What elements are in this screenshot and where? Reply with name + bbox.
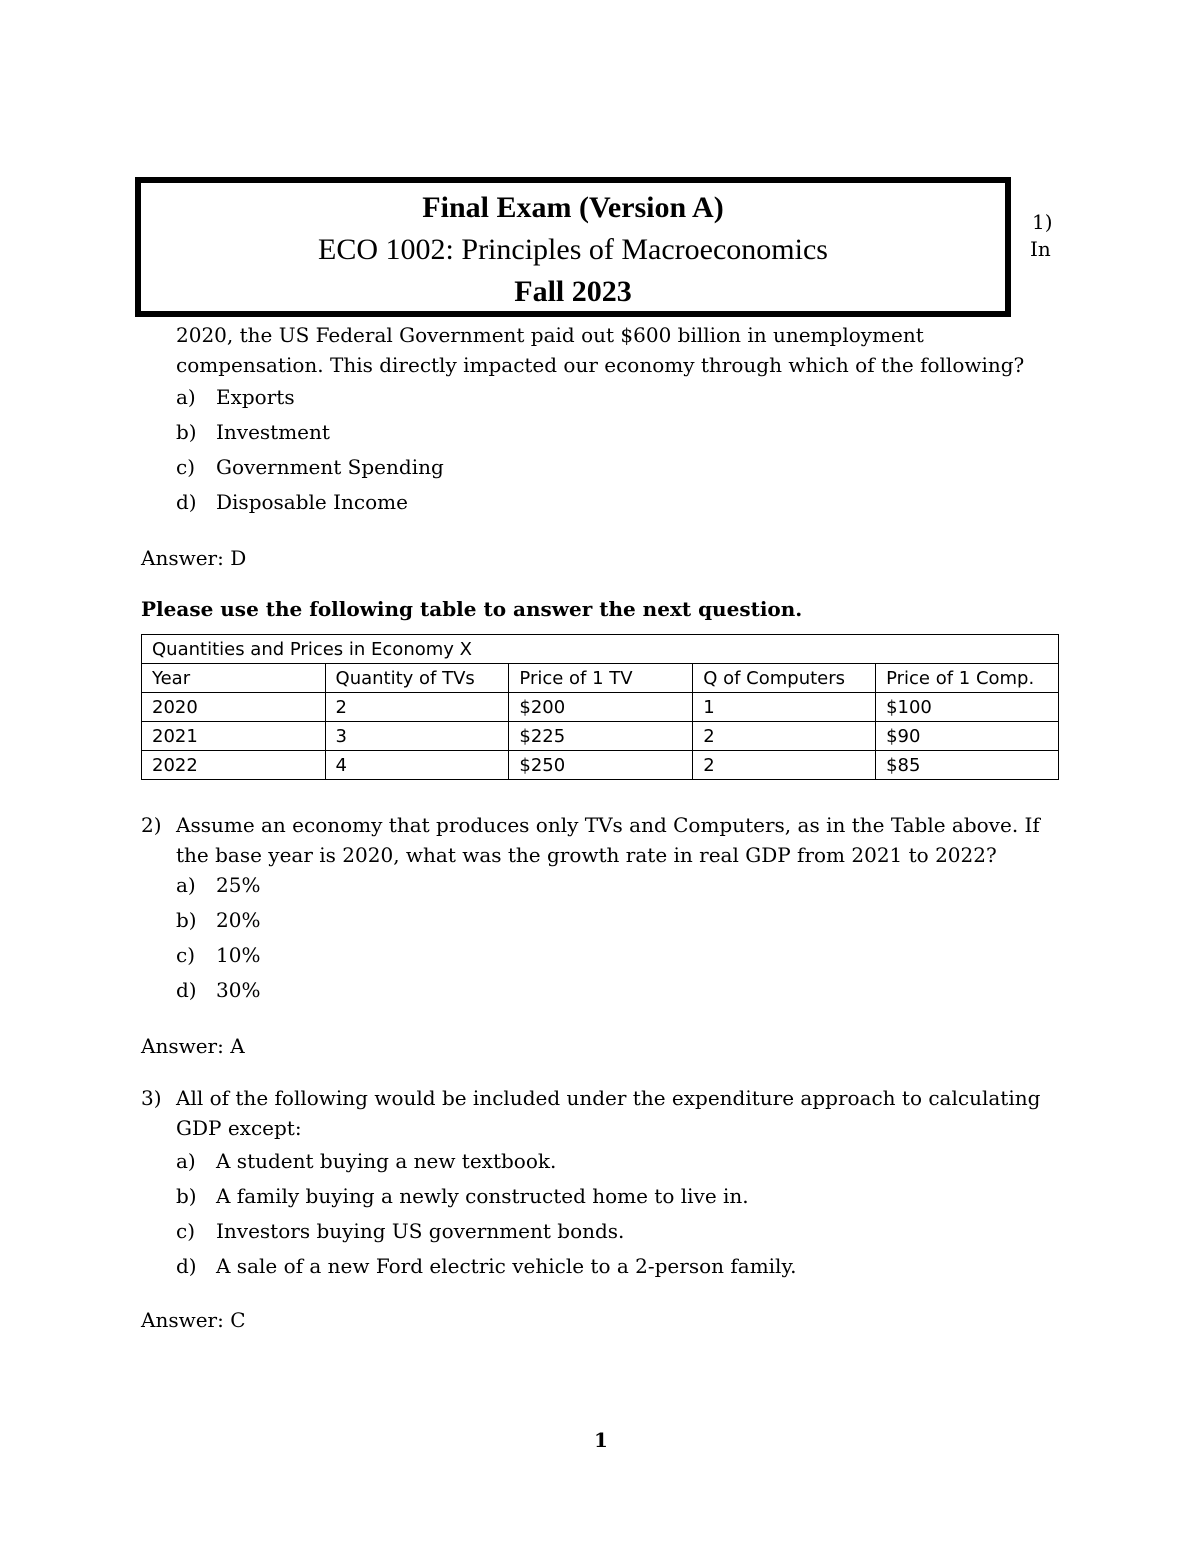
table-cell: 2022 [142,751,326,780]
term-label: Fall 2023 [514,275,632,308]
q1-option-b [176,417,330,447]
course-title: ECO 1002: Principles of Macroeconomics [318,233,828,266]
table-cell: $225 [509,722,693,751]
table-row [142,693,1059,722]
option-letter: c) [176,455,196,479]
q2-number: 2) [141,813,162,837]
table-header-cell: Q of Computers [693,664,876,693]
option-text: 25% [216,873,261,897]
option-text: A family buying a newly constructed home to live in. [216,1184,749,1208]
table-cell: 2020 [142,693,326,722]
option-letter: d) [176,1254,197,1278]
option-letter: b) [176,420,197,444]
page-number: 1 [594,1428,608,1452]
q1-stem-line1: 2020, the US Federal Government paid out $600 billion in unemployment [176,323,924,347]
q2-option-b [176,905,260,935]
q3-stem-line2: GDP except: [176,1116,302,1140]
q1-option-a [176,382,295,412]
exam-title: Final Exam (Version A) [422,191,724,224]
q2-stem-line1: Assume an economy that produces only TVs and Computers, as in the Table above. If [176,813,1040,837]
option-text: Disposable Income [216,490,408,514]
q1-answer: Answer: D [141,546,247,570]
q3-answer: Answer: C [141,1308,246,1332]
table-header-cell: Price of 1 TV [509,664,693,693]
table-cell: 2021 [142,722,326,751]
table-cell: $250 [509,751,693,780]
table-intro: Please use the following table to answer the next question. [141,597,803,621]
q2-answer: Answer: A [141,1034,245,1058]
table-cell: $200 [509,693,693,722]
table-cell: $100 [876,693,1059,722]
table-header-cell: Quantity of TVs [325,664,509,693]
exam-header-box [135,177,1011,317]
option-text: A student buying a new textbook. [216,1149,557,1173]
option-text: Exports [216,385,295,409]
option-letter: d) [176,490,197,514]
q1-stem-start: In [1030,237,1051,261]
q1-stem-line2: compensation. This directly impacted our economy through which of the following? [176,353,1025,377]
table-cell: 2 [693,751,876,780]
table-caption-row [142,635,1059,664]
q2-option-d [176,975,260,1005]
option-letter: c) [176,1219,196,1243]
option-letter: a) [176,1149,196,1173]
option-text: Government Spending [216,455,444,479]
table-cell: $85 [876,751,1059,780]
table-cell: $90 [876,722,1059,751]
table-cell: 3 [325,722,509,751]
table-caption: Quantities and Prices in Economy X [142,635,1059,664]
q3-option-b [176,1181,749,1211]
q2-stem-line2: the base year is 2020, what was the growth rate in real GDP from 2021 to 2022? [176,843,997,867]
table-header-cell: Price of 1 Comp. [876,664,1059,693]
option-text: Investment [216,420,330,444]
option-letter: a) [176,385,196,409]
table-cell: 4 [325,751,509,780]
option-text: 10% [216,943,261,967]
option-letter: a) [176,873,196,897]
table-cell: 2 [325,693,509,722]
q2-option-c [176,940,260,970]
q3-option-a [176,1146,556,1176]
table-header-row [142,664,1059,693]
option-text: A sale of a new Ford electric vehicle to a 2-person family. [216,1254,797,1278]
q3-option-d [176,1251,796,1281]
option-letter: c) [176,943,196,967]
q2-option-a [176,870,260,900]
option-letter: d) [176,978,197,1002]
q1-number: 1) [1032,210,1053,234]
table-header-cell: Year [142,664,326,693]
q3-stem-line1: All of the following would be included under the expenditure approach to calculating [176,1086,1041,1110]
q1-option-c [176,452,444,482]
option-letter: b) [176,908,197,932]
q3-option-c [176,1216,624,1246]
option-text: 30% [216,978,261,1002]
option-text: 20% [216,908,261,932]
q1-option-d [176,487,408,517]
table-row [142,722,1059,751]
option-text: Investors buying US government bonds. [216,1219,625,1243]
table-cell: 2 [693,722,876,751]
economy-table [141,634,1059,780]
table-cell: 1 [693,693,876,722]
q3-number: 3) [141,1086,162,1110]
option-letter: b) [176,1184,197,1208]
table-row [142,751,1059,780]
